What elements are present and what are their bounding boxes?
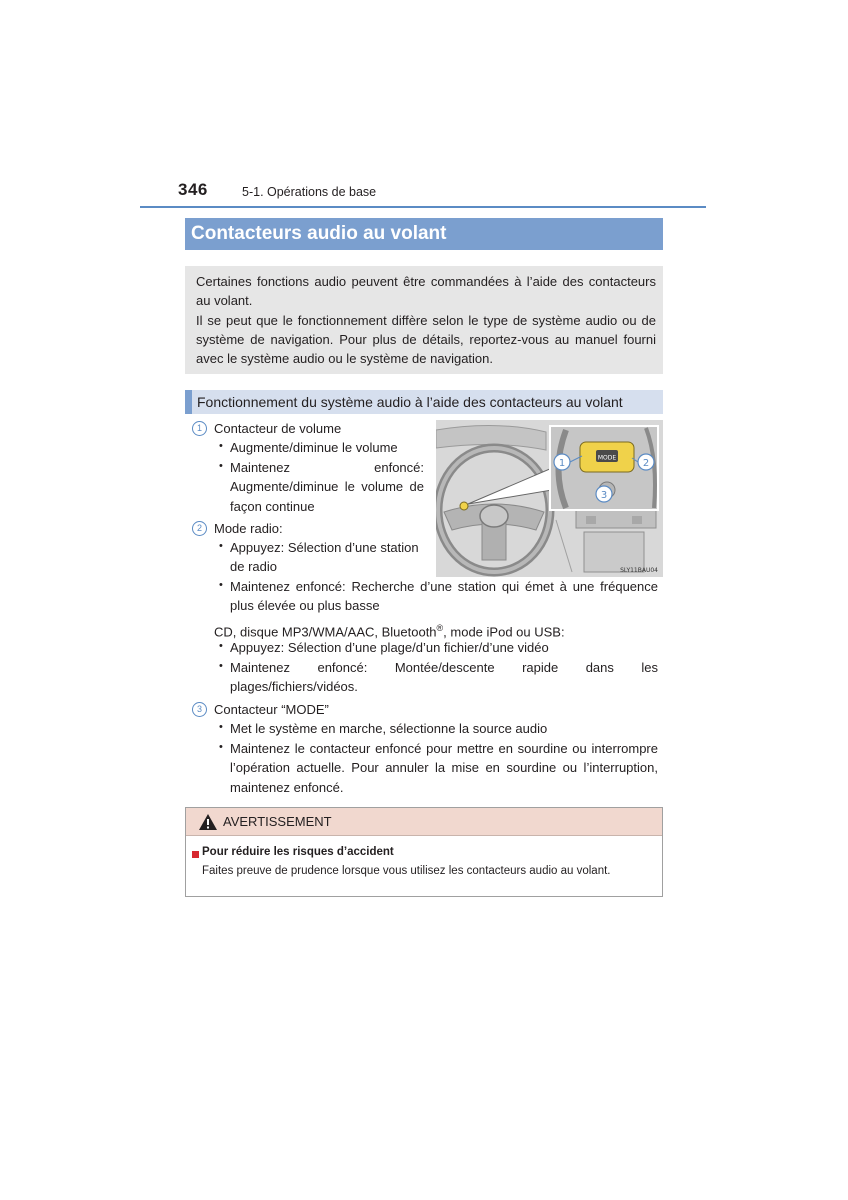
item-2-sub-bullet-2: Maintenez enfoncé: Montée/descente rapide dans les plages/fichiers/vidéos. xyxy=(230,660,658,695)
item-label-3: Contacteur “MODE” xyxy=(214,702,329,717)
figure-code: SLY11BAU04 xyxy=(620,567,658,574)
warning-label: AVERTISSEMENT xyxy=(223,814,332,829)
intro-text xyxy=(196,272,656,368)
bullet-dot: • xyxy=(219,460,223,472)
warning-title: Pour réduire les risques d’accident xyxy=(202,846,394,858)
intro-paragraph-1: Certaines fonctions audio peuvent être commandées à l’aide des contacteurs au volant. xyxy=(196,274,656,309)
item-number-3: 3 xyxy=(192,702,207,717)
steering-wheel-drawing xyxy=(436,420,663,577)
item-1-bullet-2: Maintenez enfoncé: Augmente/diminue le volume de façon continue xyxy=(230,460,424,514)
item-1-bullet-1: Augmente/diminue le volume xyxy=(230,440,398,455)
warning-box xyxy=(185,807,663,897)
figure-callout-2: 2 xyxy=(642,458,650,469)
steering-wheel-illustration xyxy=(436,420,663,577)
sub-label-suffix: , mode iPod ou USB: xyxy=(443,624,565,640)
item-3-bullet-1: Met le système en marche, sélectionne la source audio xyxy=(230,721,548,736)
page-number: 346 xyxy=(178,180,208,199)
bullet-dot: • xyxy=(219,440,223,452)
bullet-dot: • xyxy=(219,741,223,753)
item-number-1: 1 xyxy=(192,421,207,436)
sub-label-prefix: CD, disque MP3/WMA/AAC, Bluetooth xyxy=(214,624,437,640)
item-3-bullet-2: Maintenez le contacteur enfoncé pour mettre en sourdine ou interrompre l’opération actuelle. Pour annuler la mise en sourdine ou l’interruption, maintenez enfoncé. xyxy=(230,741,658,795)
subsection-bar xyxy=(185,390,663,414)
item-label-1: Contacteur de volume xyxy=(214,421,342,436)
bullet-dot: • xyxy=(219,721,223,733)
header-rule xyxy=(140,206,706,208)
item-number-2: 2 xyxy=(192,521,207,536)
bullet-dot: • xyxy=(219,640,223,652)
warning-text: Faites preuve de prudence lorsque vous utilisez les contacteurs audio au volant. xyxy=(202,865,611,877)
subsection-title: Fonctionnement du système audio à l’aide des contacteurs au volant xyxy=(197,394,623,410)
subsection-accent xyxy=(185,390,192,414)
bullet-dot: • xyxy=(219,660,223,672)
section-label: 5-1. Opérations de base xyxy=(242,185,377,199)
warning-bullet-square xyxy=(192,851,199,858)
item-2-bullet-2: Maintenez enfoncé: Recherche d’une station qui émet à une fréquence plus élevée ou plus basse xyxy=(230,579,658,614)
warning-header xyxy=(186,808,662,836)
item-2-sub-bullet-1: Appuyez: Sélection d’une plage/d’un fichier/d’une vidéo xyxy=(230,640,549,655)
figure-mode-label: MODE xyxy=(597,454,617,462)
item-label-2: Mode radio: xyxy=(214,521,283,536)
figure-callout-1: 1 xyxy=(558,458,566,469)
section-title-bar xyxy=(185,218,663,250)
warning-triangle-icon xyxy=(198,813,218,831)
intro-paragraph-2: Il se peut que le fonctionnement diffère selon le type de système audio ou de système de navigation. Pour plus de détails, reportez-vous au manuel fourni avec le système audio ou le système de navigation. xyxy=(196,312,656,367)
bullet-dot: • xyxy=(219,579,223,591)
item-2-bullet-1: Appuyez: Sélection d’une station de radio xyxy=(230,540,419,575)
section-title: Contacteurs audio au volant xyxy=(191,223,447,244)
bullet-dot: • xyxy=(219,540,223,552)
registered-mark: ® xyxy=(436,623,444,633)
intro-box xyxy=(185,266,663,374)
figure-callout-3: 3 xyxy=(600,490,608,501)
